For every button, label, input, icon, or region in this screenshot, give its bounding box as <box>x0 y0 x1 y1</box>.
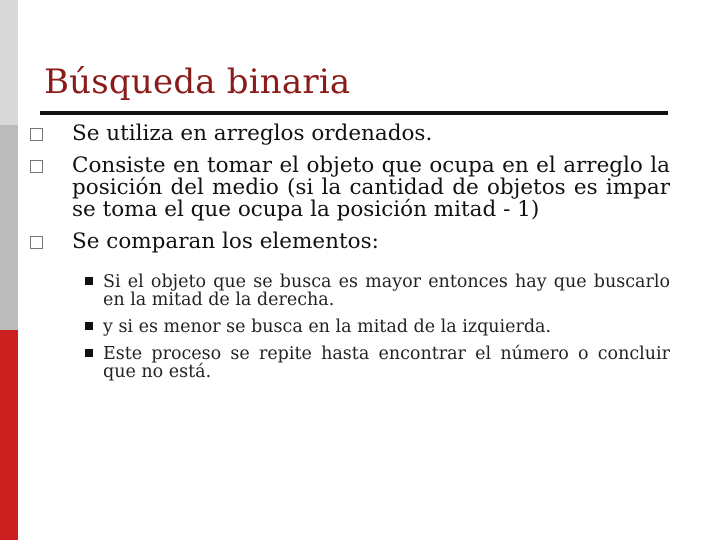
subbullet-text: Este proceso se repite hasta encontrar el número o concluir que no está. <box>103 344 670 382</box>
subbullet-item <box>30 273 670 309</box>
subbullet-item <box>30 345 670 381</box>
subbullet-text: y si es menor se busca en la mitad de la izquierda. <box>103 317 552 337</box>
subbullet-text: Si el objeto que se busca es mayor entonces hay que buscarlo en la mitad de la derecha. <box>103 272 670 310</box>
title-underline <box>40 111 668 115</box>
hollow-square-icon <box>30 160 43 173</box>
bullet-text: Consiste en tomar el objeto que ocupa en el arreglo la posición del medio (si la cantidad de objetos es impar se toma el que ocupa la posición mitad - 1) <box>72 153 670 222</box>
subbullet-item <box>30 318 670 336</box>
bullet-item <box>30 231 670 253</box>
bullet-item <box>30 155 670 221</box>
side-bar-top <box>0 0 18 125</box>
slide-content <box>30 120 670 381</box>
filled-square-icon <box>85 349 93 357</box>
side-bar-middle <box>0 125 18 330</box>
filled-square-icon <box>85 277 93 285</box>
bullet-text: Se utiliza en arreglos ordenados. <box>72 121 433 146</box>
hollow-square-icon <box>30 128 43 141</box>
bullet-text: Se comparan los elementos: <box>72 229 379 254</box>
side-bar-accent <box>0 330 18 540</box>
bullet-item <box>30 123 670 145</box>
hollow-square-icon <box>30 236 43 249</box>
filled-square-icon <box>85 322 93 330</box>
slide-title: Búsqueda binaria <box>44 62 351 102</box>
